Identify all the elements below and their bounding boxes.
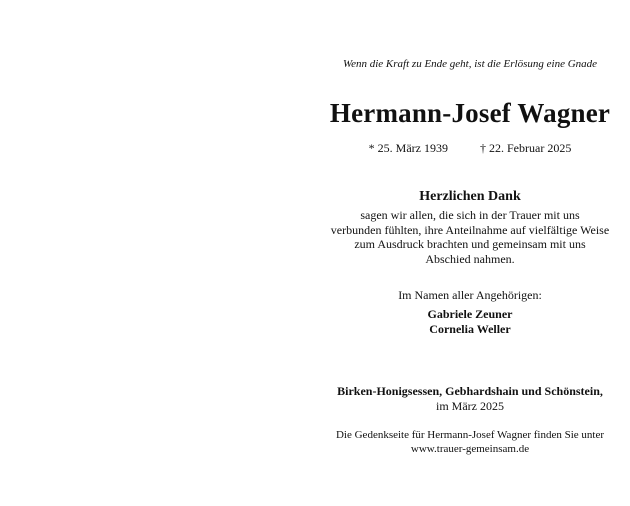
thanks-line: verbunden fühlten, ihre Anteilnahme auf vielfältige Weise	[330, 222, 610, 237]
memorial-page-note	[320, 428, 620, 456]
relatives-intro: Im Namen aller Angehörigen:	[398, 288, 542, 302]
place-date: im März 2025	[436, 399, 504, 413]
motto: Wenn die Kraft zu Ende geht, ist die Erlösung eine Gnade	[342, 58, 598, 70]
death-date: † 22. Februar 2025	[480, 141, 572, 155]
thanks-text	[320, 208, 620, 266]
thanks-line: sagen wir allen, die sich in der Trauer mit uns	[360, 208, 580, 222]
thanks-line: zum Ausdruck brachten und gemeinsam mit uns	[354, 237, 586, 251]
place: Birken-Honigsessen, Gebhardshain und Schönstein,	[337, 384, 603, 398]
thanks-line: Abschied nahmen.	[425, 251, 515, 266]
relatives-list	[320, 307, 620, 337]
life-dates	[320, 141, 620, 156]
memorial-url: www.trauer-gemeinsam.de	[410, 443, 530, 455]
relative-name: Cornelia Weller	[429, 322, 511, 336]
deceased-name: Hermann-Josef Wagner	[329, 98, 611, 128]
memorial-line: Die Gedenkseite für Hermann-Josef Wagner finden Sie unter	[335, 429, 604, 441]
relative-name: Gabriele Zeuner	[427, 307, 513, 321]
birth-date: * 25. März 1939	[368, 141, 448, 155]
thanks-heading: Herzlichen Dank	[419, 189, 521, 204]
